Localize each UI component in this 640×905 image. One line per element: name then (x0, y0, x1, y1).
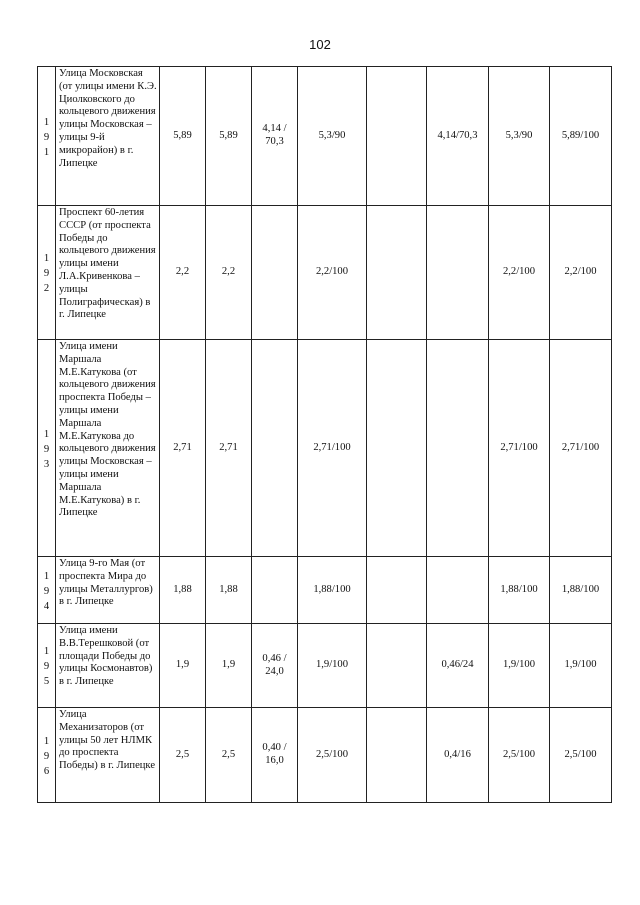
table-row (38, 624, 612, 708)
road-name: Улица 9-го Мая (от проспекта Мира до улицы Металлургов) в г. Липецке (59, 558, 153, 608)
value-cell-c6 (427, 557, 489, 624)
value-cell-c3: 0,46 / 24,0 (252, 624, 298, 708)
value-cell-c5 (367, 624, 427, 708)
value-cell-c7: 1,88/100 (489, 557, 550, 624)
value-cell-c7: 5,3/90 (489, 67, 550, 206)
value-cell-c5 (367, 557, 427, 624)
road-name: Улица имени В.В.Терешковой (от площади Победы до улицы Космонавтов) в г. Липецке (59, 625, 153, 688)
table-row (38, 340, 612, 557)
value-cell-c5 (367, 67, 427, 206)
row-number (38, 708, 56, 803)
row-number-digit: 6 (43, 765, 50, 777)
value-cell-c5 (367, 206, 427, 340)
value-cell-c6: 0,4/16 (427, 708, 489, 803)
value-cell-c8: 5,89/100 (550, 67, 612, 206)
road-name: Улица Механизаторов (от улицы 50 лет НЛМК до проспекта Победы) в г. Липецке (59, 709, 156, 772)
row-number (38, 557, 56, 624)
row-number (38, 206, 56, 340)
value-cell-c1: 1,88 (160, 557, 206, 624)
value-cell-c4: 5,3/90 (298, 67, 367, 206)
table-row (38, 557, 612, 624)
value-cell-c7: 2,2/100 (489, 206, 550, 340)
road-name-cell (56, 206, 160, 340)
value-cell-c2: 1,9 (206, 624, 252, 708)
value-cell-c6: 0,46/24 (427, 624, 489, 708)
row-number-digit: 9 (43, 661, 50, 672)
row-number-digit: 2 (43, 283, 50, 294)
row-number-digit: 9 (43, 750, 50, 762)
value-cell-c4: 1,9/100 (298, 624, 367, 708)
table-row (38, 67, 612, 206)
value-cell-c1: 5,89 (160, 67, 206, 206)
table-row (38, 708, 612, 803)
value-cell-c8: 1,88/100 (550, 557, 612, 624)
value-cell-c6: 4,14/70,3 (427, 67, 489, 206)
value-cell-c3 (252, 206, 298, 340)
row-number-digit: 1 (43, 735, 50, 747)
road-name-cell (56, 557, 160, 624)
road-name: Проспект 60-летия СССР (от проспекта Победы до кольцевого движения улицы имени Л.А.Кривенкова – улицы Полиграфическая) в г. Липецке (59, 207, 156, 321)
value-cell-c2: 2,71 (206, 340, 252, 557)
road-name-cell (56, 67, 160, 206)
road-name-cell (56, 340, 160, 557)
row-number (38, 67, 56, 206)
row-number-digit: 1 (43, 116, 50, 128)
value-cell-c5 (367, 340, 427, 557)
row-number-digit: 9 (43, 585, 50, 597)
road-name: Улица имени Маршала М.Е.Катукова (от кольцевого движения проспекта Победы – улицы имени Маршала М.Е.Катукова до кольцевого движения улицы Московская – улицы имени Маршала М.Е.Катукова) в г. Липецке (59, 341, 156, 519)
road-name-cell (56, 708, 160, 803)
row-number-digit: 1 (43, 146, 50, 158)
value-cell-c8: 2,2/100 (550, 206, 612, 340)
value-cell-c6 (427, 206, 489, 340)
value-cell-c7: 1,9/100 (489, 624, 550, 708)
value-cell-c8: 1,9/100 (550, 624, 612, 708)
value-cell-c7: 2,5/100 (489, 708, 550, 803)
value-cell-c8: 2,5/100 (550, 708, 612, 803)
value-cell-c4: 2,2/100 (298, 206, 367, 340)
row-number-digit: 3 (43, 458, 50, 470)
row-number-digit: 1 (43, 646, 50, 657)
value-cell-c2: 2,2 (206, 206, 252, 340)
value-cell-c1: 2,2 (160, 206, 206, 340)
row-number-digit: 9 (43, 131, 50, 143)
value-cell-c5 (367, 708, 427, 803)
value-cell-c7: 2,71/100 (489, 340, 550, 557)
value-cell-c3: 4,14 / 70,3 (252, 67, 298, 206)
row-number-digit: 1 (43, 253, 50, 264)
row-number-digit: 5 (43, 676, 50, 687)
value-cell-c2: 5,89 (206, 67, 252, 206)
road-name-cell (56, 624, 160, 708)
value-cell-c3 (252, 340, 298, 557)
row-number-digit: 1 (43, 428, 50, 440)
page-number: 102 (309, 37, 331, 52)
value-cell-c4: 1,88/100 (298, 557, 367, 624)
row-number-digit: 9 (43, 443, 50, 455)
row-number-digit: 4 (43, 600, 50, 612)
road-name: Улица Московская (от улицы имени К.Э. Циолковского до кольцевого движения улицы Московская – улицы 9-й микрорайон) в г. Липецке (59, 68, 157, 169)
value-cell-c4: 2,5/100 (298, 708, 367, 803)
value-cell-c8: 2,71/100 (550, 340, 612, 557)
row-number-digit: 9 (43, 268, 50, 279)
value-cell-c3 (252, 557, 298, 624)
value-cell-c6 (427, 340, 489, 557)
table-row (38, 206, 612, 340)
value-cell-c1: 2,5 (160, 708, 206, 803)
value-cell-c4: 2,71/100 (298, 340, 367, 557)
value-cell-c3: 0,40 / 16,0 (252, 708, 298, 803)
road-table (37, 66, 612, 803)
value-cell-c1: 1,9 (160, 624, 206, 708)
row-number (38, 340, 56, 557)
value-cell-c2: 1,88 (206, 557, 252, 624)
row-number (38, 624, 56, 708)
value-cell-c2: 2,5 (206, 708, 252, 803)
row-number-digit: 1 (43, 570, 50, 582)
value-cell-c1: 2,71 (160, 340, 206, 557)
